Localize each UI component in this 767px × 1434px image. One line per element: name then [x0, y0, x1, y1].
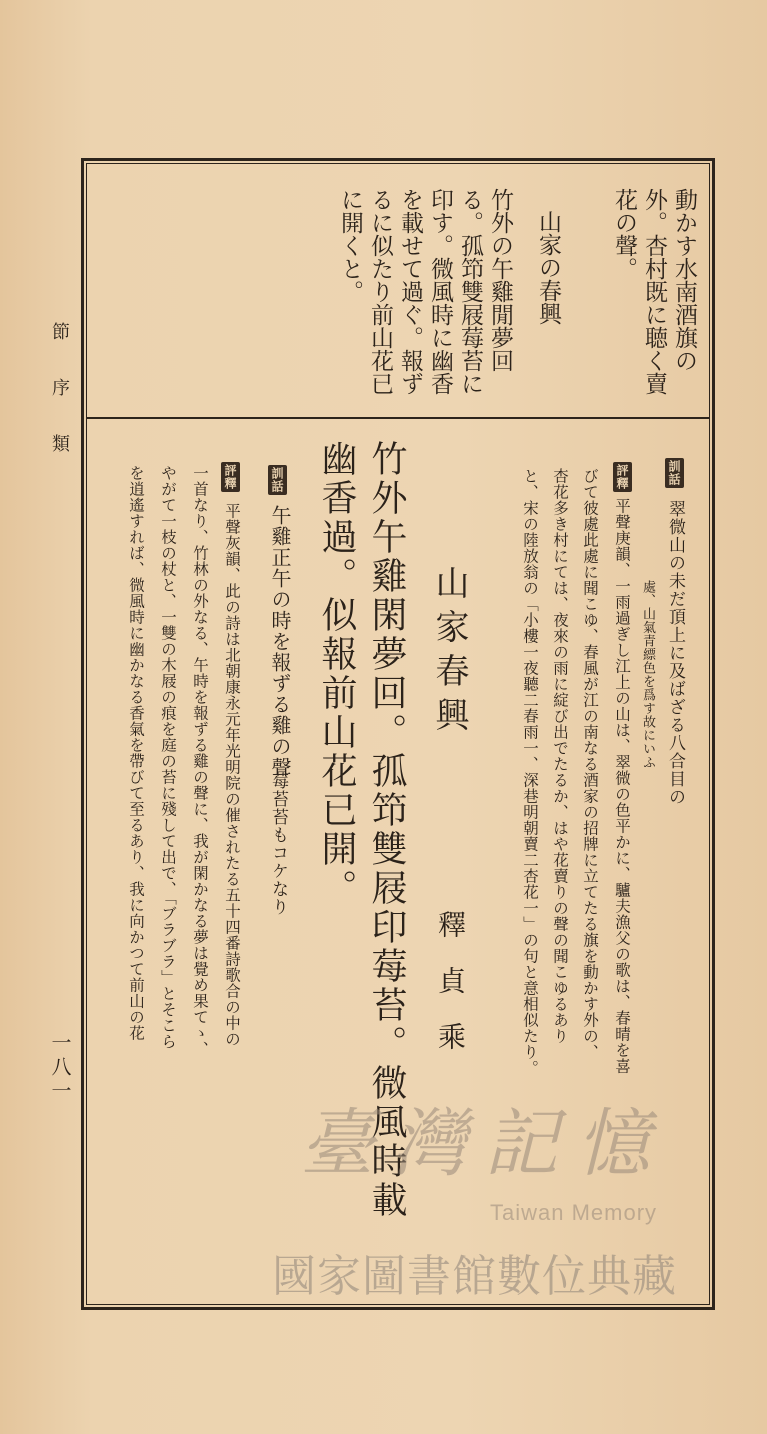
reading-line-8: を載せて過ぐ。報ず	[397, 188, 423, 395]
kun-badge-1: 訓話	[665, 458, 684, 488]
watermark-calligraphy: 臺灣記憶	[300, 1101, 668, 1187]
reading-title: 山家の春興	[535, 210, 561, 325]
commentary-2-line-2: 一首なり、竹林の外なる、午時を報ずる雞の聲に、我が閑かなる夢は覺め果てゝ、	[191, 465, 209, 1057]
commentary-badge-2: 評釋	[221, 462, 240, 492]
reading-line-5: 竹外の午雞閒夢回	[487, 188, 513, 372]
reading-line-2: 外。杏村既に聴く賣	[641, 188, 667, 395]
commentary-badge-1: 評釋	[613, 462, 632, 492]
poem-line-2: 幽香過。似報前山花已開。	[316, 440, 357, 908]
gloss-1: 翠微山の未だ頂上に及ばざる八合目の	[665, 500, 685, 806]
commentary-2-line-3: やがて一枝の杖と、一雙の木屐の痕を庭の苔に殘して出で、「ブラブラ」とそこら	[159, 465, 177, 1050]
poem-title: 山家春興	[429, 565, 469, 741]
section-divider	[86, 417, 710, 419]
kun-badge-2: 訓話	[268, 465, 287, 495]
reading-line-10: に開くと。	[337, 188, 363, 303]
commentary-1-line-1: 平聲庚韻、一雨過ぎし江上の山は、翠微の色平かに、驢夫漁父の歌は、春晴を喜	[613, 498, 631, 1074]
gloss-2b: 莓苔苔もコケなり	[268, 772, 288, 916]
commentary-1-line-3: 杏花多き村にては、夜來の雨に綻び出でたるか、はや花賣りの聲の聞こゆるあり	[551, 468, 569, 1044]
watermark-english: Taiwan Memory	[490, 1200, 658, 1225]
poem-line-1: 竹外午雞閑夢回。孤笻雙屐印莓苔。微風時載	[366, 440, 407, 1220]
poet-name: 釋 貞 乘	[434, 910, 467, 1050]
side-label: 節序類	[49, 322, 70, 490]
gloss-1b: 處、山氣青縹色を爲す故にいふ	[640, 580, 655, 769]
gloss-2a: 午雞正午の時を報ずる雞の聲	[268, 505, 292, 778]
commentary-2-line-4: を逍遙すれば、微風時に幽かなる香氣を帶びて至るあり、我に向かつて前山の花	[127, 465, 145, 1041]
watermark-library: 國家圖書館數位典藏	[272, 1251, 677, 1302]
commentary-1-line-4: と、宋の陸放翁の「小樓一夜聽二春雨一、深巷明朝賣二杏花一」の句と意相似たり。	[521, 468, 539, 1076]
reading-line-9: るに似たり前山花已	[367, 188, 393, 395]
reading-line-1: 動かす水南酒旗の	[671, 188, 697, 372]
commentary-2-line-1: 平聲灰韻、此の詩は北朝康永元年光明院の催されたる五十四番詩歌合の中の	[223, 503, 241, 1047]
reading-line-7: 印す。微風時に幽香	[427, 188, 453, 395]
page-number: 一八一	[48, 1032, 72, 1104]
reading-line-6: る。孤笻雙屐莓苔に	[457, 188, 483, 395]
commentary-1-line-2: びて彼處此處に聞こゆ、春風が江の南なる酒家の招牌に立てたる旗を動かす外の、	[581, 468, 599, 1060]
reading-line-3: 花の聲。	[611, 188, 637, 280]
